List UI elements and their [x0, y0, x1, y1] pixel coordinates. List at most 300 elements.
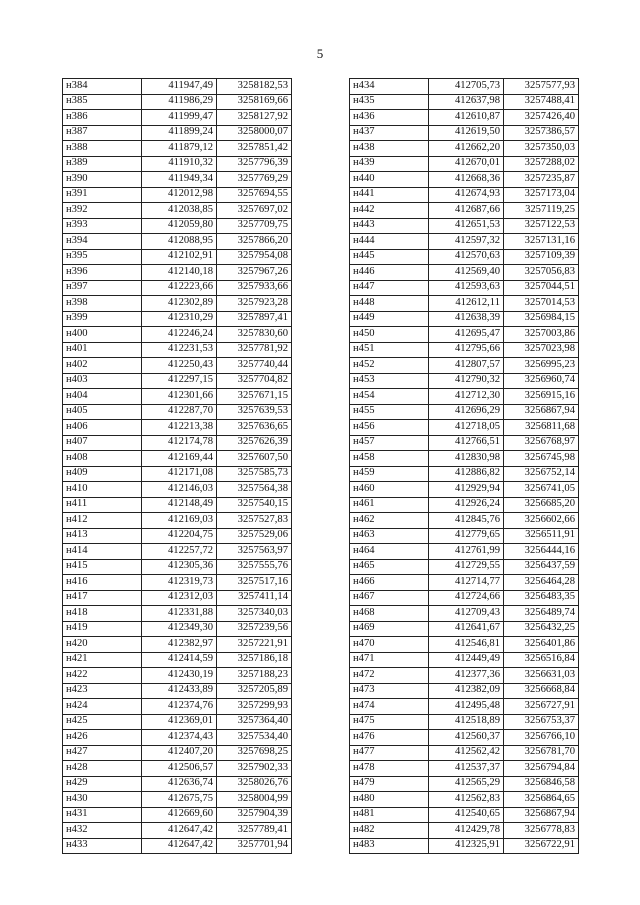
- point-id-cell: н483: [350, 838, 429, 854]
- y-coordinate-cell: 3256811,68: [504, 420, 579, 436]
- x-coordinate-cell: 412619,50: [429, 125, 504, 141]
- y-coordinate-cell: 3257488,41: [504, 94, 579, 110]
- point-id-cell: н453: [350, 373, 429, 389]
- point-id-cell: н401: [63, 342, 142, 358]
- point-id-cell: н457: [350, 435, 429, 451]
- y-coordinate-cell: 3257340,03: [217, 606, 292, 622]
- x-coordinate-cell: 412407,20: [142, 745, 217, 761]
- y-coordinate-cell: 3257967,26: [217, 265, 292, 281]
- point-id-cell: н397: [63, 280, 142, 296]
- y-coordinate-cell: 3256745,98: [504, 451, 579, 467]
- table-row: [350, 296, 579, 312]
- y-coordinate-cell: 3257697,02: [217, 203, 292, 219]
- table-row: [63, 187, 292, 203]
- point-id-cell: н434: [350, 79, 429, 95]
- x-coordinate-cell: 412174,78: [142, 435, 217, 451]
- x-coordinate-cell: 412297,15: [142, 373, 217, 389]
- table-row: [350, 451, 579, 467]
- y-coordinate-cell: 3257056,83: [504, 265, 579, 281]
- x-coordinate-cell: 412597,32: [429, 234, 504, 250]
- y-coordinate-cell: 3257563,97: [217, 544, 292, 560]
- point-id-cell: н474: [350, 699, 429, 715]
- point-id-cell: н465: [350, 559, 429, 575]
- x-coordinate-cell: 412312,03: [142, 590, 217, 606]
- table-row: [350, 389, 579, 405]
- point-id-cell: н402: [63, 358, 142, 374]
- point-id-cell: н468: [350, 606, 429, 622]
- y-coordinate-cell: 3256483,35: [504, 590, 579, 606]
- table-row: [63, 761, 292, 777]
- x-coordinate-cell: 412374,43: [142, 730, 217, 746]
- table-row: [63, 404, 292, 420]
- table-row: [63, 714, 292, 730]
- y-coordinate-cell: 3257221,91: [217, 637, 292, 653]
- table-row: [350, 265, 579, 281]
- x-coordinate-cell: 412718,05: [429, 420, 504, 436]
- x-coordinate-cell: 412231,53: [142, 342, 217, 358]
- table-row: [350, 404, 579, 420]
- y-coordinate-cell: 3257740,44: [217, 358, 292, 374]
- x-coordinate-cell: 412636,74: [142, 776, 217, 792]
- point-id-cell: н439: [350, 156, 429, 172]
- table-row: [63, 606, 292, 622]
- point-id-cell: н442: [350, 203, 429, 219]
- point-id-cell: н414: [63, 544, 142, 560]
- table-row: [63, 776, 292, 792]
- x-coordinate-cell: 412382,09: [429, 683, 504, 699]
- y-coordinate-cell: 3257577,93: [504, 79, 579, 95]
- point-id-cell: н407: [63, 435, 142, 451]
- y-coordinate-cell: 3257897,41: [217, 311, 292, 327]
- x-coordinate-cell: 412429,78: [429, 823, 504, 839]
- x-coordinate-cell: 411986,29: [142, 94, 217, 110]
- table-row: [350, 575, 579, 591]
- table-row: [63, 420, 292, 436]
- point-id-cell: н425: [63, 714, 142, 730]
- y-coordinate-cell: 3257186,18: [217, 652, 292, 668]
- point-id-cell: н452: [350, 358, 429, 374]
- point-id-cell: н481: [350, 807, 429, 823]
- x-coordinate-cell: 412674,93: [429, 187, 504, 203]
- y-coordinate-cell: 3257540,15: [217, 497, 292, 513]
- point-id-cell: н426: [63, 730, 142, 746]
- y-coordinate-cell: 3256752,14: [504, 466, 579, 482]
- y-coordinate-cell: 3256753,37: [504, 714, 579, 730]
- y-coordinate-cell: 3257411,14: [217, 590, 292, 606]
- table-row: [63, 528, 292, 544]
- y-coordinate-cell: 3256631,03: [504, 668, 579, 684]
- table-row: [350, 373, 579, 389]
- point-id-cell: н384: [63, 79, 142, 95]
- table-row: [63, 730, 292, 746]
- table-row: [63, 280, 292, 296]
- y-coordinate-cell: 3257109,39: [504, 249, 579, 265]
- y-coordinate-cell: 3257796,39: [217, 156, 292, 172]
- y-coordinate-cell: 3256401,86: [504, 637, 579, 653]
- point-id-cell: н433: [63, 838, 142, 854]
- table-row: [350, 637, 579, 653]
- y-coordinate-cell: 3257173,04: [504, 187, 579, 203]
- point-id-cell: н456: [350, 420, 429, 436]
- y-coordinate-cell: 3257585,73: [217, 466, 292, 482]
- table-row: [63, 683, 292, 699]
- table-row: [63, 327, 292, 343]
- point-id-cell: н441: [350, 187, 429, 203]
- y-coordinate-cell: 3257607,50: [217, 451, 292, 467]
- x-coordinate-cell: 411999,47: [142, 110, 217, 126]
- x-coordinate-cell: 412565,29: [429, 776, 504, 792]
- table-row: [350, 466, 579, 482]
- x-coordinate-cell: 412926,24: [429, 497, 504, 513]
- table-row: [350, 358, 579, 374]
- point-id-cell: н472: [350, 668, 429, 684]
- x-coordinate-cell: 412495,48: [429, 699, 504, 715]
- y-coordinate-cell: 3256432,25: [504, 621, 579, 637]
- point-id-cell: н385: [63, 94, 142, 110]
- table-row: [63, 575, 292, 591]
- y-coordinate-cell: 3257789,41: [217, 823, 292, 839]
- y-coordinate-cell: 3257639,53: [217, 404, 292, 420]
- point-id-cell: н410: [63, 482, 142, 498]
- x-coordinate-cell: 412668,36: [429, 172, 504, 188]
- table-row: [350, 652, 579, 668]
- point-id-cell: н463: [350, 528, 429, 544]
- point-id-cell: н416: [63, 575, 142, 591]
- x-coordinate-cell: 412382,97: [142, 637, 217, 653]
- x-coordinate-cell: 412430,19: [142, 668, 217, 684]
- table-row: [350, 497, 579, 513]
- y-coordinate-cell: 3257698,25: [217, 745, 292, 761]
- point-id-cell: н399: [63, 311, 142, 327]
- x-coordinate-cell: 412569,40: [429, 265, 504, 281]
- y-coordinate-cell: 3257671,15: [217, 389, 292, 405]
- table-row: [350, 590, 579, 606]
- x-coordinate-cell: 412929,94: [429, 482, 504, 498]
- x-coordinate-cell: 412146,03: [142, 482, 217, 498]
- table-row: [63, 838, 292, 854]
- y-coordinate-cell: 3256668,84: [504, 683, 579, 699]
- x-coordinate-cell: 412331,88: [142, 606, 217, 622]
- x-coordinate-cell: 412647,42: [142, 838, 217, 854]
- y-coordinate-cell: 3257933,66: [217, 280, 292, 296]
- point-id-cell: н479: [350, 776, 429, 792]
- point-id-cell: н389: [63, 156, 142, 172]
- table-row: [63, 94, 292, 110]
- y-coordinate-cell: 3256867,94: [504, 404, 579, 420]
- x-coordinate-cell: 412637,98: [429, 94, 504, 110]
- y-coordinate-cell: 3257636,65: [217, 420, 292, 436]
- point-id-cell: н460: [350, 482, 429, 498]
- x-coordinate-cell: 412651,53: [429, 218, 504, 234]
- y-coordinate-cell: 3256781,70: [504, 745, 579, 761]
- table-row: [350, 621, 579, 637]
- x-coordinate-cell: 412287,70: [142, 404, 217, 420]
- point-id-cell: н427: [63, 745, 142, 761]
- table-row: [63, 559, 292, 575]
- table-row: [63, 358, 292, 374]
- x-coordinate-cell: 412102,91: [142, 249, 217, 265]
- x-coordinate-cell: 412540,65: [429, 807, 504, 823]
- point-id-cell: н461: [350, 497, 429, 513]
- point-id-cell: н458: [350, 451, 429, 467]
- table-row: [350, 776, 579, 792]
- point-id-cell: н429: [63, 776, 142, 792]
- x-coordinate-cell: 412647,42: [142, 823, 217, 839]
- y-coordinate-cell: 3258182,53: [217, 79, 292, 95]
- table-row: [63, 234, 292, 250]
- point-id-cell: н449: [350, 311, 429, 327]
- point-id-cell: н467: [350, 590, 429, 606]
- table-row: [350, 218, 579, 234]
- x-coordinate-cell: 412662,20: [429, 141, 504, 157]
- y-coordinate-cell: 3257866,20: [217, 234, 292, 250]
- x-coordinate-cell: 412790,32: [429, 373, 504, 389]
- y-coordinate-cell: 3257902,33: [217, 761, 292, 777]
- y-coordinate-cell: 3256766,10: [504, 730, 579, 746]
- x-coordinate-cell: 412301,66: [142, 389, 217, 405]
- point-id-cell: н393: [63, 218, 142, 234]
- y-coordinate-cell: 3257288,02: [504, 156, 579, 172]
- table-row: [63, 544, 292, 560]
- point-id-cell: н430: [63, 792, 142, 808]
- table-row: [63, 699, 292, 715]
- point-id-cell: н403: [63, 373, 142, 389]
- table-row: [63, 497, 292, 513]
- table-row: [350, 156, 579, 172]
- table-row: [350, 203, 579, 219]
- y-coordinate-cell: 3257626,39: [217, 435, 292, 451]
- x-coordinate-cell: 412779,65: [429, 528, 504, 544]
- x-coordinate-cell: 412610,87: [429, 110, 504, 126]
- x-coordinate-cell: 412377,36: [429, 668, 504, 684]
- x-coordinate-cell: 412695,47: [429, 327, 504, 343]
- table-row: [350, 668, 579, 684]
- y-coordinate-cell: 3257769,29: [217, 172, 292, 188]
- point-id-cell: н469: [350, 621, 429, 637]
- point-id-cell: н455: [350, 404, 429, 420]
- table-row: [63, 296, 292, 312]
- y-coordinate-cell: 3257299,93: [217, 699, 292, 715]
- y-coordinate-cell: 3257830,60: [217, 327, 292, 343]
- y-coordinate-cell: 3257364,40: [217, 714, 292, 730]
- point-id-cell: н417: [63, 590, 142, 606]
- y-coordinate-cell: 3257529,06: [217, 528, 292, 544]
- page-number: 5: [316, 46, 324, 61]
- x-coordinate-cell: 412669,60: [142, 807, 217, 823]
- x-coordinate-cell: 412886,82: [429, 466, 504, 482]
- y-coordinate-cell: 3256685,20: [504, 497, 579, 513]
- x-coordinate-cell: 412213,38: [142, 420, 217, 436]
- table-row: [63, 156, 292, 172]
- y-coordinate-cell: 3256960,74: [504, 373, 579, 389]
- x-coordinate-cell: 412795,66: [429, 342, 504, 358]
- table-row: [350, 342, 579, 358]
- point-id-cell: н421: [63, 652, 142, 668]
- x-coordinate-cell: 412807,57: [429, 358, 504, 374]
- x-coordinate-cell: 412612,11: [429, 296, 504, 312]
- x-coordinate-cell: 412325,91: [429, 838, 504, 854]
- x-coordinate-cell: 411910,32: [142, 156, 217, 172]
- x-coordinate-cell: 412305,36: [142, 559, 217, 575]
- table-row: [63, 621, 292, 637]
- table-row: [350, 745, 579, 761]
- y-coordinate-cell: 3257555,76: [217, 559, 292, 575]
- table-row: [350, 544, 579, 560]
- x-coordinate-cell: 412169,03: [142, 513, 217, 529]
- x-coordinate-cell: 412724,66: [429, 590, 504, 606]
- point-id-cell: н390: [63, 172, 142, 188]
- table-row: [63, 373, 292, 389]
- y-coordinate-cell: 3256516,84: [504, 652, 579, 668]
- table-row: [350, 683, 579, 699]
- table-row: [63, 652, 292, 668]
- x-coordinate-cell: 412560,37: [429, 730, 504, 746]
- x-coordinate-cell: 412169,44: [142, 451, 217, 467]
- y-coordinate-cell: 3258127,92: [217, 110, 292, 126]
- table-row: [63, 389, 292, 405]
- table-row: [350, 187, 579, 203]
- y-coordinate-cell: 3257188,23: [217, 668, 292, 684]
- x-coordinate-cell: 412709,43: [429, 606, 504, 622]
- y-coordinate-cell: 3257350,03: [504, 141, 579, 157]
- x-coordinate-cell: 412171,08: [142, 466, 217, 482]
- y-coordinate-cell: 3256722,91: [504, 838, 579, 854]
- y-coordinate-cell: 3257781,92: [217, 342, 292, 358]
- point-id-cell: н476: [350, 730, 429, 746]
- point-id-cell: н398: [63, 296, 142, 312]
- point-id-cell: н415: [63, 559, 142, 575]
- x-coordinate-cell: 412148,49: [142, 497, 217, 513]
- y-coordinate-cell: 3256511,91: [504, 528, 579, 544]
- y-coordinate-cell: 3257131,16: [504, 234, 579, 250]
- point-id-cell: н422: [63, 668, 142, 684]
- table-row: [63, 451, 292, 467]
- y-coordinate-cell: 3257044,51: [504, 280, 579, 296]
- x-coordinate-cell: 412761,99: [429, 544, 504, 560]
- table-row: [63, 466, 292, 482]
- y-coordinate-cell: 3257239,56: [217, 621, 292, 637]
- x-coordinate-cell: 412349,30: [142, 621, 217, 637]
- x-coordinate-cell: 412687,66: [429, 203, 504, 219]
- point-id-cell: н411: [63, 497, 142, 513]
- table-row: [350, 528, 579, 544]
- y-coordinate-cell: 3256794,84: [504, 761, 579, 777]
- y-coordinate-cell: 3256602,66: [504, 513, 579, 529]
- point-id-cell: н435: [350, 94, 429, 110]
- y-coordinate-cell: 3256768,97: [504, 435, 579, 451]
- table-row: [350, 94, 579, 110]
- point-id-cell: н448: [350, 296, 429, 312]
- point-id-cell: н464: [350, 544, 429, 560]
- x-coordinate-cell: 412204,75: [142, 528, 217, 544]
- point-id-cell: н406: [63, 420, 142, 436]
- point-id-cell: н462: [350, 513, 429, 529]
- x-coordinate-cell: 411879,12: [142, 141, 217, 157]
- x-coordinate-cell: 412246,24: [142, 327, 217, 343]
- table-row: [63, 141, 292, 157]
- point-id-cell: н394: [63, 234, 142, 250]
- y-coordinate-cell: 3258004,99: [217, 792, 292, 808]
- y-coordinate-cell: 3258169,66: [217, 94, 292, 110]
- table-row: [63, 823, 292, 839]
- table-row: [350, 482, 579, 498]
- y-coordinate-cell: 3257904,39: [217, 807, 292, 823]
- table-row: [63, 482, 292, 498]
- x-coordinate-cell: 412433,89: [142, 683, 217, 699]
- table-row: [350, 513, 579, 529]
- table-row: [63, 125, 292, 141]
- y-coordinate-cell: 3257954,08: [217, 249, 292, 265]
- x-coordinate-cell: 412059,80: [142, 218, 217, 234]
- table-row: [63, 668, 292, 684]
- point-id-cell: н445: [350, 249, 429, 265]
- y-coordinate-cell: 3258000,07: [217, 125, 292, 141]
- x-coordinate-cell: 411947,49: [142, 79, 217, 95]
- point-id-cell: н404: [63, 389, 142, 405]
- y-coordinate-cell: 3257235,87: [504, 172, 579, 188]
- table-row: [350, 280, 579, 296]
- point-id-cell: н408: [63, 451, 142, 467]
- y-coordinate-cell: 3256984,15: [504, 311, 579, 327]
- point-id-cell: н482: [350, 823, 429, 839]
- x-coordinate-cell: 412012,98: [142, 187, 217, 203]
- point-id-cell: н409: [63, 466, 142, 482]
- y-coordinate-cell: 3257534,40: [217, 730, 292, 746]
- point-id-cell: н387: [63, 125, 142, 141]
- y-coordinate-cell: 3256846,58: [504, 776, 579, 792]
- y-coordinate-cell: 3256464,28: [504, 575, 579, 591]
- y-coordinate-cell: 3257564,38: [217, 482, 292, 498]
- y-coordinate-cell: 3257701,94: [217, 838, 292, 854]
- point-id-cell: н450: [350, 327, 429, 343]
- coordinates-table-left: [62, 78, 292, 854]
- table-row: [63, 435, 292, 451]
- point-id-cell: н418: [63, 606, 142, 622]
- y-coordinate-cell: 3257122,53: [504, 218, 579, 234]
- x-coordinate-cell: 412638,39: [429, 311, 504, 327]
- y-coordinate-cell: 3256727,91: [504, 699, 579, 715]
- table-row: [63, 172, 292, 188]
- point-id-cell: н419: [63, 621, 142, 637]
- y-coordinate-cell: 3256864,65: [504, 792, 579, 808]
- table-row: [350, 249, 579, 265]
- table-row: [350, 699, 579, 715]
- table-row: [350, 714, 579, 730]
- point-id-cell: н443: [350, 218, 429, 234]
- table-row: [350, 435, 579, 451]
- point-id-cell: н395: [63, 249, 142, 265]
- point-id-cell: н391: [63, 187, 142, 203]
- y-coordinate-cell: 3257694,55: [217, 187, 292, 203]
- point-id-cell: н471: [350, 652, 429, 668]
- table-row: [63, 513, 292, 529]
- table-row: [350, 234, 579, 250]
- x-coordinate-cell: 412414,59: [142, 652, 217, 668]
- point-id-cell: н478: [350, 761, 429, 777]
- x-coordinate-cell: 412766,51: [429, 435, 504, 451]
- point-id-cell: н440: [350, 172, 429, 188]
- x-coordinate-cell: 412570,63: [429, 249, 504, 265]
- x-coordinate-cell: 412593,63: [429, 280, 504, 296]
- table-row: [63, 342, 292, 358]
- point-id-cell: н412: [63, 513, 142, 529]
- table-row: [350, 172, 579, 188]
- x-coordinate-cell: 412562,83: [429, 792, 504, 808]
- table-row: [63, 792, 292, 808]
- x-coordinate-cell: 411949,34: [142, 172, 217, 188]
- x-coordinate-cell: 412712,30: [429, 389, 504, 405]
- point-id-cell: н459: [350, 466, 429, 482]
